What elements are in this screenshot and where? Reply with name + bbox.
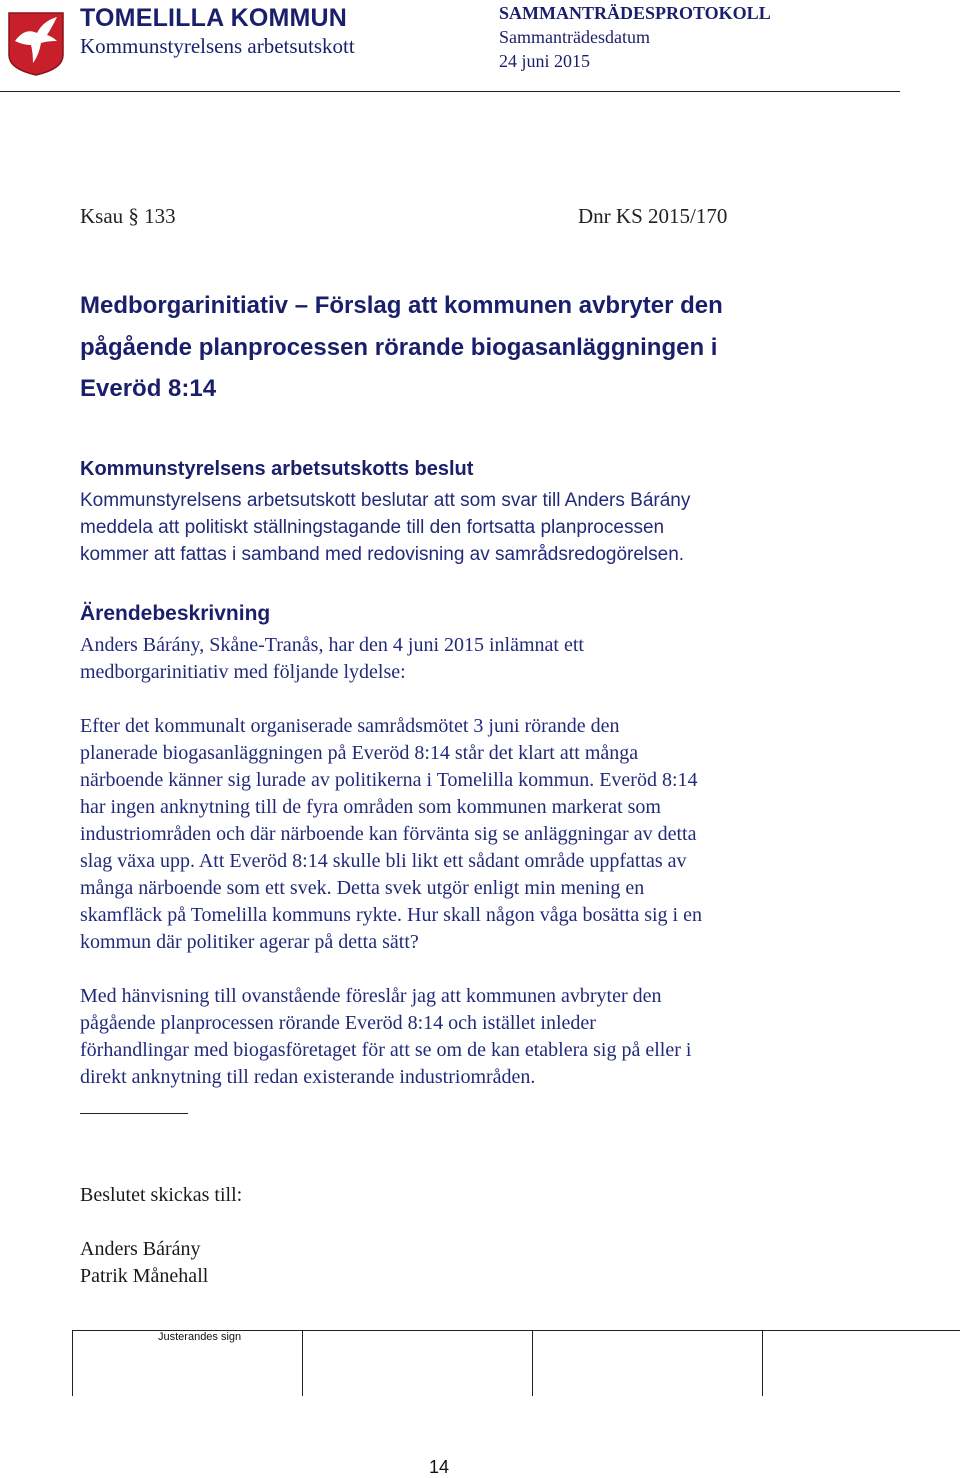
paragraph-reference: Ksau § 133 [80,204,176,228]
intro-line: medborgarinitiativ med följande lydelse: [80,661,406,683]
meeting-date-label: Sammanträdesdatum [499,27,650,47]
quote-line: skamfläck på Tomelilla kommuns rykte. Hur skall någon våga bosätta sig i en [80,904,702,926]
quote-line: direkt anknytning till redan existerande industriområden. [80,1066,536,1088]
intro-line: Anders Bárány, Skåne-Tranås, har den 4 juni 2015 inlämnat ett [80,634,584,656]
title-line: Everöd 8:14 [80,375,217,402]
document-type: SAMMANTRÄDESPROTOKOLL [499,3,771,23]
recipient: Patrik Månehall [80,1265,209,1287]
quote-line: industriområden och där närboende kan förvänta sig se anläggningar av detta [80,823,697,845]
committee-name: Kommunstyrelsens arbetsutskott [80,34,355,58]
section-divider [80,1113,188,1114]
quote-line: har ingen anknytning till de fyra områden som kommunen markerat som [80,796,661,818]
org-name: TOMELILLA KOMMUN [80,4,348,32]
quote-line: Efter det kommunalt organiserade samrådsmötet 3 juni rörande den [80,715,620,737]
page-number: 14 [429,1457,450,1477]
quote-line: många närboende som ett svek. Detta svek utgör enligt min mening en [80,877,645,899]
diary-number: Dnr KS 2015/170 [578,204,728,228]
meeting-date: 24 juni 2015 [499,51,591,71]
signature-cell-divider [72,1330,73,1396]
header-divider [0,91,900,92]
decision-line: meddela att politiskt ställningstagande till den fortsatta planprocessen [80,517,665,538]
signature-label: Justerandes sign [158,1331,242,1343]
quote-line: närboende känner sig lurade av politikerna i Tomelilla kommun. Everöd 8:14 [80,769,698,791]
quote-line: Med hänvisning till ovanstående föreslår jag att kommunen avbryter den [80,985,662,1007]
quote-line: förhandlingar med biogasföretaget för att se om de kan etablera sig på eller i [80,1039,692,1061]
title-line: pågående planprocessen rörande biogasanläggningen i [80,334,718,361]
quote-line: pågående planprocessen rörande Everöd 8:14 och istället inleder [80,1012,596,1034]
signature-cell-divider [762,1330,763,1396]
distribution-label: Beslutet skickas till: [80,1184,243,1206]
signature-cell-divider [302,1330,303,1396]
quote-line: slag växa upp. Att Everöd 8:14 skulle bli likt ett sådant område uppfattas av [80,850,687,872]
decision-heading: Kommunstyrelsens arbetsutskotts beslut [80,458,474,480]
description-heading: Ärendebeskrivning [80,602,271,625]
decision-line: kommer att fattas i samband med redovisning av samrådsredogörelsen. [80,544,685,565]
quote-line: kommun där politiker agerar på detta sätt? [80,931,419,953]
municipal-crest-bird-icon [7,11,65,77]
title-line: Medborgarinitiativ – Förslag att kommunen avbryter den [80,292,723,319]
quote-line: planerade biogasanläggningen på Everöd 8:14 står det klart att många [80,742,639,764]
decision-line: Kommunstyrelsens arbetsutskott beslutar att som svar till Anders Bárány [80,490,691,511]
recipient: Anders Bárány [80,1238,201,1260]
signature-cell-divider [532,1330,533,1396]
